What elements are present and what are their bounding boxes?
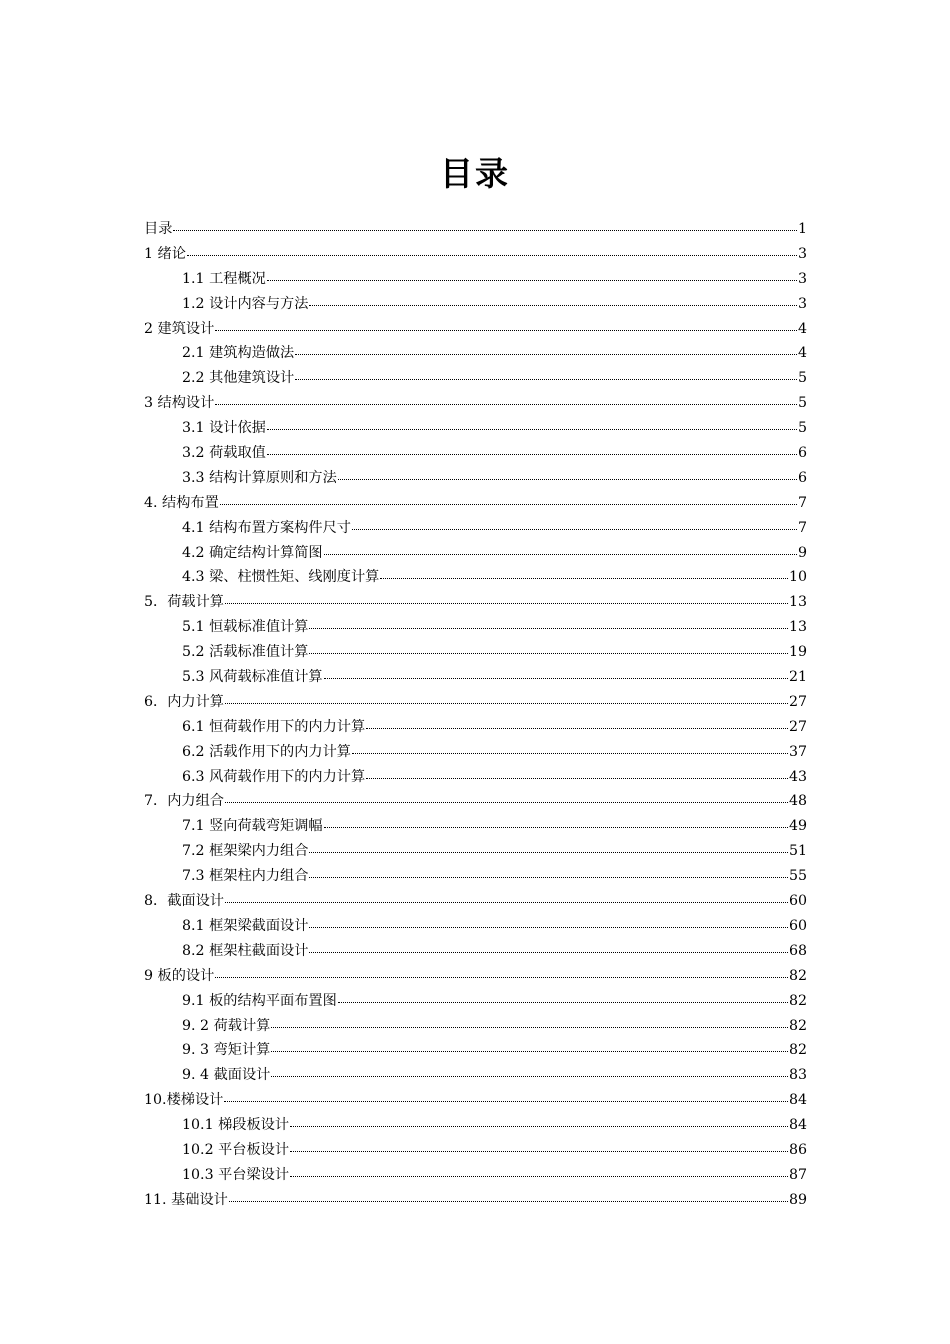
toc-dot-leader	[309, 918, 788, 930]
toc-entry[interactable]	[144, 615, 807, 640]
toc-dot-leader	[352, 520, 797, 532]
toc-dot-leader	[271, 1018, 788, 1030]
toc-entry[interactable]	[144, 1163, 807, 1188]
toc-dot-leader	[295, 345, 797, 357]
toc-entry-label: 10.3 平台梁设计	[182, 1166, 290, 1183]
toc-page-number: 27	[788, 693, 807, 710]
toc-entry[interactable]	[144, 964, 807, 989]
toc-entry-label: 11. 基础设计	[144, 1191, 228, 1208]
toc-entry-label: 1.2 设计内容与方法	[182, 295, 309, 312]
toc-page-number: 51	[788, 843, 807, 860]
toc-page-number: 60	[788, 893, 807, 910]
toc-page-number: 82	[788, 1017, 807, 1034]
toc-entry[interactable]	[144, 217, 807, 242]
toc-page-number: 37	[788, 743, 807, 760]
toc-page-number: 27	[788, 718, 807, 735]
toc-entry-label: 1 绪论	[144, 245, 186, 262]
toc-entry-label: 2 建筑设计	[144, 320, 215, 337]
toc-dot-leader	[324, 669, 788, 681]
toc-dot-leader	[309, 619, 788, 631]
toc-entry-label: 10.楼梯设计	[144, 1092, 224, 1109]
toc-page-number: 84	[788, 1092, 807, 1109]
toc-page-number: 7	[797, 519, 807, 536]
toc-entry-label: 10.1 梯段板设计	[182, 1117, 290, 1134]
toc-dot-leader	[309, 868, 788, 880]
toc-entry[interactable]	[144, 814, 807, 839]
toc-page-number: 13	[788, 594, 807, 611]
toc-entry-label: 3 结构设计	[144, 395, 215, 412]
toc-entry[interactable]	[144, 765, 807, 790]
toc-entry[interactable]	[144, 889, 807, 914]
toc-dot-leader	[290, 1142, 788, 1154]
toc-dot-leader	[309, 843, 788, 855]
toc-entry[interactable]	[144, 740, 807, 765]
toc-entry[interactable]	[144, 839, 807, 864]
toc-page-number: 9	[797, 544, 807, 561]
toc-dot-leader	[267, 420, 797, 432]
toc-entry[interactable]	[144, 914, 807, 939]
toc-entry-label: 9. 4 截面设计	[182, 1067, 271, 1084]
toc-dot-leader	[267, 271, 797, 283]
toc-entry[interactable]	[144, 1088, 807, 1113]
toc-page-number: 10	[788, 569, 807, 586]
toc-entry-label: 5．荷载计算	[144, 594, 224, 611]
toc-dot-leader	[366, 719, 788, 731]
toc-entry[interactable]	[144, 341, 807, 366]
toc-entry[interactable]	[144, 789, 807, 814]
toc-page-number: 5	[797, 395, 807, 412]
toc-page-number: 3	[797, 270, 807, 287]
toc-dot-leader	[215, 321, 797, 333]
toc-entry-label: 2.2 其他建筑设计	[182, 370, 295, 387]
toc-dot-leader	[215, 968, 788, 980]
toc-page-number: 21	[788, 669, 807, 686]
toc-entry-label: 7.1 竖向荷载弯矩调幅	[182, 818, 323, 835]
toc-entry-label: 8.1 框架梁截面设计	[182, 917, 309, 934]
toc-entry-label: 8.2 框架柱截面设计	[182, 942, 309, 959]
toc-dot-leader	[224, 1092, 788, 1104]
toc-entry[interactable]	[144, 665, 807, 690]
toc-dot-leader	[338, 993, 788, 1005]
toc-entry-label: 9. 3 弯矩计算	[182, 1042, 271, 1059]
toc-list	[144, 217, 807, 1213]
toc-page-number: 3	[797, 245, 807, 262]
toc-page-number: 5	[797, 420, 807, 437]
toc-dot-leader	[229, 1192, 788, 1204]
toc-entry[interactable]	[144, 1138, 807, 1163]
toc-entry[interactable]	[144, 640, 807, 665]
toc-entry[interactable]	[144, 939, 807, 964]
toc-entry-label: 3.3 结构计算原则和方法	[182, 469, 337, 486]
toc-entry-label: 7.2 框架梁内力组合	[182, 843, 309, 860]
toc-entry[interactable]	[144, 541, 807, 566]
toc-dot-leader	[324, 545, 797, 557]
toc-entry-label: 2.1 建筑构造做法	[182, 345, 295, 362]
toc-dot-leader	[173, 221, 797, 233]
toc-page-number: 43	[788, 768, 807, 785]
toc-page-number: 86	[788, 1141, 807, 1158]
toc-entry-label: 9 板的设计	[144, 967, 215, 984]
toc-dot-leader	[380, 569, 788, 581]
toc-entry-label: 6.3 风荷载作用下的内力计算	[182, 768, 366, 785]
toc-entry[interactable]	[144, 391, 807, 416]
toc-dot-leader	[225, 694, 788, 706]
toc-dot-leader	[225, 594, 788, 606]
toc-page-number: 13	[788, 619, 807, 636]
toc-entry-label: 3.2 荷载取值	[182, 445, 266, 462]
toc-dot-leader	[267, 445, 797, 457]
toc-entry-label: 7．内力组合	[144, 793, 224, 810]
toc-dot-leader	[290, 1117, 788, 1129]
toc-dot-leader	[271, 1067, 788, 1079]
toc-page-number: 5	[797, 370, 807, 387]
toc-entry-label: 1.1 工程概况	[182, 270, 266, 287]
toc-entry[interactable]	[144, 267, 807, 292]
toc-entry-label: 9. 2 荷载计算	[182, 1017, 271, 1034]
toc-dot-leader	[295, 370, 797, 382]
toc-dot-leader	[309, 943, 788, 955]
toc-page-number: 19	[788, 644, 807, 661]
toc-entry[interactable]	[144, 242, 807, 267]
toc-entry[interactable]	[144, 317, 807, 342]
toc-entry-label: 6.1 恒荷载作用下的内力计算	[182, 718, 366, 735]
toc-entry-label: 4.1 结构布置方案构件尺寸	[182, 519, 351, 536]
toc-dot-leader	[220, 495, 797, 507]
toc-entry-label: 4. 结构布置	[144, 494, 219, 511]
toc-entry-label: 8．截面设计	[144, 893, 224, 910]
toc-dot-leader	[290, 1167, 788, 1179]
toc-page-number: 60	[788, 917, 807, 934]
toc-entry[interactable]	[144, 1014, 807, 1039]
toc-dot-leader	[225, 793, 788, 805]
toc-page-number: 82	[788, 1042, 807, 1059]
toc-entry[interactable]	[144, 491, 807, 516]
toc-entry-label: 目录	[144, 221, 173, 237]
toc-page-number: 6	[797, 445, 807, 462]
toc-entry-label: 5.3 风荷载标准值计算	[182, 669, 323, 686]
toc-entry[interactable]	[144, 715, 807, 740]
toc-dot-leader	[309, 644, 788, 656]
toc-entry[interactable]	[144, 565, 807, 590]
toc-entry[interactable]	[144, 1063, 807, 1088]
toc-page-number: 6	[797, 469, 807, 486]
toc-page-number: 84	[788, 1117, 807, 1134]
toc-entry[interactable]	[144, 292, 807, 317]
toc-dot-leader	[187, 246, 797, 258]
toc-dot-leader	[271, 1042, 788, 1054]
toc-page-number: 82	[788, 967, 807, 984]
toc-page-number: 55	[788, 868, 807, 885]
toc-entry-label: 6．内力计算	[144, 693, 224, 710]
toc-page-number: 87	[788, 1166, 807, 1183]
toc-entry-label: 3.1 设计依据	[182, 420, 266, 437]
toc-entry[interactable]	[144, 1038, 807, 1063]
toc-entry[interactable]	[144, 864, 807, 889]
toc-entry-label: 9.1 板的结构平面布置图	[182, 992, 337, 1009]
toc-entry[interactable]	[144, 441, 807, 466]
toc-title: 目录	[440, 154, 510, 193]
toc-entry[interactable]	[144, 1188, 807, 1213]
toc-page-number: 89	[788, 1191, 807, 1208]
toc-entry-label: 4.3 梁、柱惯性矩、线刚度计算	[182, 569, 380, 586]
toc-entry[interactable]	[144, 1113, 807, 1138]
toc-entry-label: 4.2 确定结构计算简图	[182, 544, 323, 561]
toc-page-number: 4	[797, 320, 807, 337]
toc-entry[interactable]	[144, 516, 807, 541]
toc-entry-label: 7.3 框架柱内力组合	[182, 868, 309, 885]
toc-page-number: 4	[797, 345, 807, 362]
toc-page-number: 83	[788, 1067, 807, 1084]
toc-dot-leader	[309, 296, 797, 308]
toc-dot-leader	[366, 769, 788, 781]
toc-page-number: 1	[797, 221, 807, 237]
toc-dot-leader	[324, 818, 788, 830]
toc-dot-leader	[352, 744, 788, 756]
toc-page-number: 68	[788, 942, 807, 959]
toc-entry-label: 5.2 活载标准值计算	[182, 644, 309, 661]
toc-entry[interactable]	[144, 416, 807, 441]
toc-dot-leader	[215, 395, 797, 407]
toc-page-number: 49	[788, 818, 807, 835]
toc-entry-label: 5.1 恒载标准值计算	[182, 619, 309, 636]
toc-entry[interactable]	[144, 466, 807, 491]
toc-dot-leader	[225, 893, 788, 905]
toc-page-number: 3	[797, 295, 807, 312]
toc-entry[interactable]	[144, 989, 807, 1014]
toc-entry[interactable]	[144, 366, 807, 391]
toc-page-number: 7	[797, 494, 807, 511]
toc-dot-leader	[338, 470, 797, 482]
toc-entry[interactable]	[144, 690, 807, 715]
toc-entry-label: 10.2 平台板设计	[182, 1141, 290, 1158]
toc-entry-label: 6.2 活载作用下的内力计算	[182, 743, 351, 760]
toc-entry[interactable]	[144, 590, 807, 615]
toc-page-number: 82	[788, 992, 807, 1009]
toc-page-number: 48	[788, 793, 807, 810]
